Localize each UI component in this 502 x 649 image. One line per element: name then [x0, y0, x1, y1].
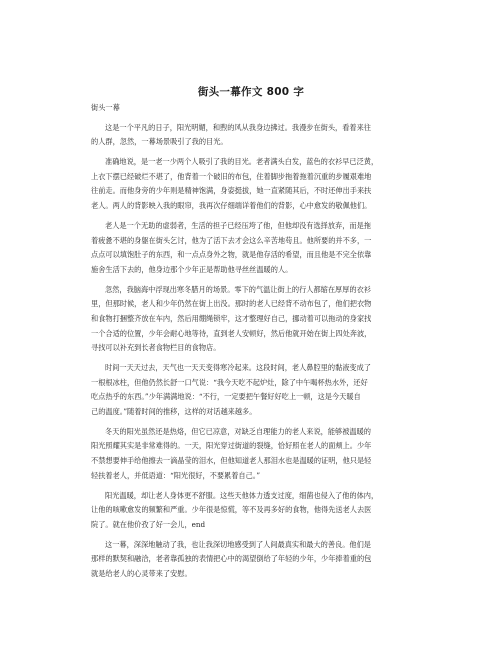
- text-line: 老人是一个无助的虚弱者，生活的担子已经压垮了他，但他却没有选择放弃，而是拖: [105, 220, 371, 230]
- paragraph: [91, 489, 419, 533]
- text-line: 准确地说，是一老一少两个人吸引了我的目光。老者满头白发，蓝色的衣衫早已泛黄，: [105, 157, 379, 167]
- text-line: 这是一个平凡的日子，阳光明媚，和煦的风从我身边拂过。我漫步在街头，看着来往: [105, 122, 371, 132]
- text-line: 就是给老人的心灵带来了安慰。: [91, 568, 192, 578]
- paragraph: [91, 283, 419, 356]
- text-line: 施舍生活下去的，他身边那个少年正是帮助他寻丝丝温暖的人。: [91, 264, 293, 274]
- text-line: 里，但那时候，老人和少年仍然在街上出没。那时的老人已经背不动布包了，他们把衣物: [91, 299, 372, 309]
- text-line: 阳光温暖，却让老人身体更不舒服。这些天他体力透支过度，细菌也侵入了他的体内，: [105, 490, 379, 500]
- text-line: 寻找可以补充到长者食物栏目的食物店。: [91, 343, 221, 353]
- text-line: 院了。就在他价孜了好一会儿，end: [91, 519, 206, 529]
- paragraph: [91, 121, 419, 150]
- text-line: 往前走。而他身旁的少年则是精神饱满，身姿挺拔，她一直紧随其后，不时还伸出手来扶: [91, 186, 372, 196]
- text-line: 吃点热乎的东西。”少年满满地说：“不行，一定要把午餐好好吃上一顿，这是今天暖自: [91, 392, 361, 402]
- paragraph: [91, 425, 419, 484]
- text-line: 一个合适的位置，少年会耐心地等待，直到老人安顿好，然后他就开始在街上四处奔波，: [91, 328, 372, 338]
- text-line: 让他的咳嗽愈发的频繁和严重。少年很是惊慌，等不及再多好的食物，他得先送老人去医: [91, 505, 372, 515]
- text-line: 忽然，我脑海中浮现出寒冬腊月的场景。零下的气温让街上的行人都缩在厚厚的衣衫: [105, 284, 371, 294]
- paragraph: [91, 361, 419, 420]
- paragraph: [91, 155, 419, 214]
- text-line: 阳光照耀其实是非常难得的。一天，阳光穿过街道的裂缝，恰好照在老人的面颊上。少年: [91, 441, 372, 451]
- text-line: 街头一幕: [91, 103, 120, 112]
- text-line: 着疲惫不堪的身躯在街头乞讨，他为了活下去才会这么辛苦地苟且。他所要的并不多，一: [91, 235, 372, 245]
- paragraph-gap: [91, 582, 419, 587]
- paragraph: [91, 219, 419, 278]
- document-body: [91, 101, 419, 587]
- document-title: 街头一幕作文 800 字: [197, 86, 305, 98]
- text-line: 一根根冰柱，但他仍然长舒一口气说：“我今天吃不起炉灶，除了中午喝杯热水外，还好: [91, 377, 368, 387]
- text-line: 不禁想要伸手给他擦去一滴晶莹的泪水，但他知道老人那泪水也是温暖的证明，他只是轻: [91, 456, 372, 466]
- text-line: 时间一天天过去，天气也一天天变得寒冷起来。这段时间，老人鼻腔里的黏液变成了: [105, 363, 371, 372]
- text-line: 上衣下摆已经破烂不堪了，他背着一个破旧的布包，住着脚步拖着拖着沉重的步履艰难地: [91, 171, 372, 181]
- text-line: 和食物打捆整齐放在车内，然后用绷绳锁牢，这才整理好自己，挪动着可以拖动的身家找: [91, 313, 372, 323]
- text-line: 点点可以填饱肚子的东西，和一点点身外之物，就是他存活的希望，而且他是不完全依靠: [91, 250, 372, 260]
- text-line: 老人。两人的背影映入我的眼帘，我再次仔细端详着他们的背影，心中愈发的敬佩他们。: [91, 201, 372, 211]
- text-line: 己的温度。”随着时间的推移，这样的对话越来越多。: [91, 407, 257, 417]
- text-line: 这一幕，深深地触动了我，也让我深切地感受到了人间最真实和最大的善良。他们是: [105, 539, 371, 549]
- text-line: 冬天的阳光虽然还是热烙，但它已凉意，对缺乏自理能力的老人来说，能够被温暖的: [105, 426, 371, 436]
- text-line: 轻扶着老人，并低语道：“阳光很好，不要累着自己。”: [91, 470, 261, 480]
- text-line: 那样的默契和融洽，老者靠孤独的表情把心中的渴望倒给了年轻的少年，少年捧着重的包: [91, 554, 372, 564]
- text-line: 的人群，忽然，一幕场景吸引了我的目光。: [91, 137, 228, 147]
- paragraph: [91, 538, 419, 582]
- section-heading: [91, 101, 419, 116]
